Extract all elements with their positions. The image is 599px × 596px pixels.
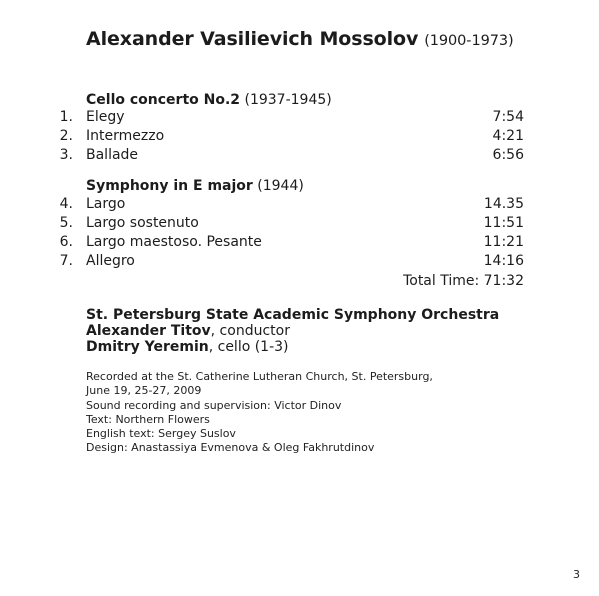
performer-role: , conductor <box>210 323 290 339</box>
performer-role: , cello (1-3) <box>208 339 289 355</box>
track-row <box>0 196 599 215</box>
track-duration: 6:56 <box>492 147 524 163</box>
total-time: Total Time: 71:32 <box>403 273 524 289</box>
performer-name: Dmitry Yeremin <box>86 339 209 355</box>
track-number: 5. <box>59 215 73 231</box>
credit-line: Design: Anastassiya Evmenova & Oleg Fakhrutdinov <box>86 441 375 455</box>
credits-block <box>86 370 433 456</box>
work-title <box>86 92 332 108</box>
track-number: 4. <box>59 196 73 212</box>
performer-name: Alexander Titov <box>86 323 211 339</box>
track-title: Largo sostenuto <box>86 215 199 231</box>
track-row <box>0 109 599 128</box>
credit-line: Recorded at the St. Catherine Lutheran Church, St. Petersburg, <box>86 370 433 383</box>
track-row <box>0 253 599 272</box>
track-duration: 14:16 <box>483 253 524 269</box>
page-number: 3 <box>573 568 580 581</box>
track-duration: 4:21 <box>492 128 524 144</box>
credit-line: English text: Sergey Suslov <box>86 427 236 441</box>
work-years: (1944) <box>257 178 304 194</box>
track-title: Largo maestoso. Pesante <box>86 234 262 250</box>
track-row <box>0 215 599 234</box>
track-duration: 7:54 <box>492 109 524 125</box>
track-duration: 11:51 <box>483 215 524 231</box>
performer-line <box>86 323 499 339</box>
track-row <box>0 147 599 166</box>
track-title: Ballade <box>86 147 139 163</box>
track-duration: 14.35 <box>483 196 524 212</box>
track-number: 7. <box>59 253 73 269</box>
track-number: 6. <box>59 234 73 250</box>
track-row <box>0 234 599 253</box>
credit-line: June 19, 25-27, 2009 <box>86 384 202 398</box>
performers-block <box>86 307 499 355</box>
track-number: 1. <box>59 109 73 125</box>
work-title-text: Symphony in E major <box>86 178 253 194</box>
work-title <box>86 178 304 194</box>
track-title: Largo <box>86 196 126 212</box>
performer-line <box>86 307 499 323</box>
track-duration: 11:21 <box>483 234 524 250</box>
work-title-text: Cello concerto No.2 <box>86 92 241 108</box>
track-row <box>0 128 599 147</box>
credit-line: Text: Northern Flowers <box>86 412 210 426</box>
composer-name: Alexander Vasilievich Mossolov <box>86 28 419 50</box>
track-number: 3. <box>59 147 73 163</box>
composer-heading <box>86 28 514 50</box>
composer-years: (1900-1973) <box>424 33 514 49</box>
track-number: 2. <box>59 128 73 144</box>
performer-line <box>86 339 499 355</box>
performer-name: St. Petersburg State Academic Symphony Orchestra <box>86 307 500 323</box>
track-title: Elegy <box>86 109 125 125</box>
credit-line: Sound recording and supervision: Victor Dinov <box>86 398 342 412</box>
work-years: (1937-1945) <box>244 92 332 108</box>
track-title: Intermezzo <box>86 128 165 144</box>
track-title: Allegro <box>86 253 135 269</box>
